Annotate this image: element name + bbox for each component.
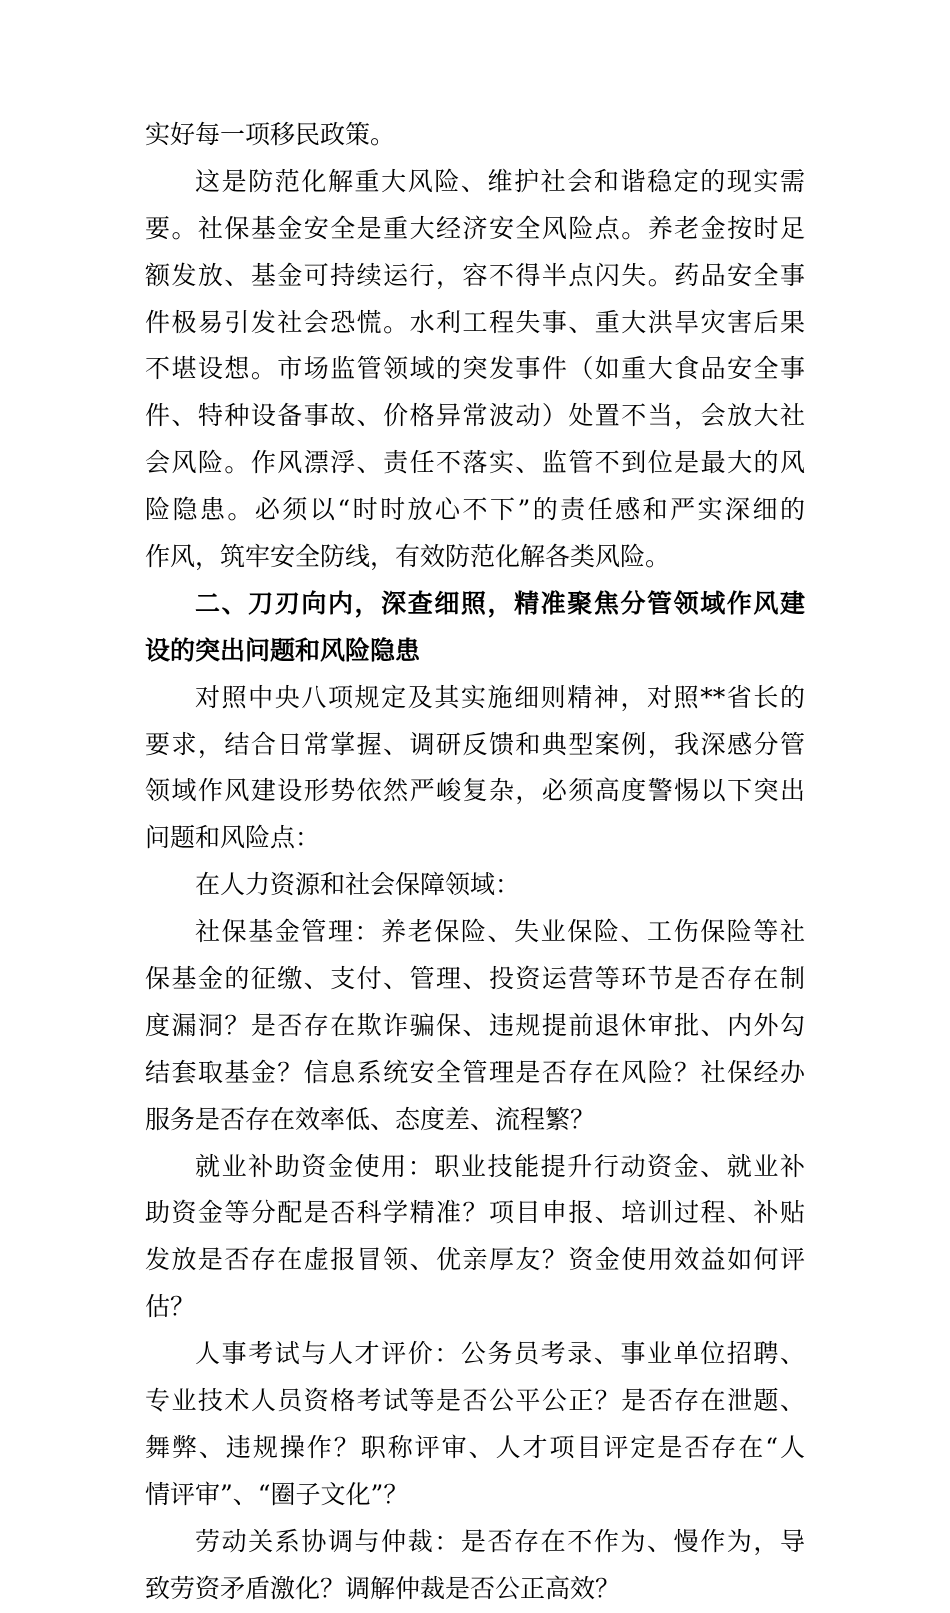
document-page [145, 112, 805, 1613]
paragraph-line: 服务是否存在效率低、态度差、流程繁？ [145, 1104, 596, 1134]
paragraph-line: 不堪设想。市场监管领域的突发事件（如重大食品安全事 [145, 354, 805, 384]
paragraph-line: 对照中央八项规定及其实施细则精神，对照**省长的 [195, 682, 805, 712]
paragraph-line: 专业技术人员资格考试等是否公平公正？是否存在泄题、 [145, 1386, 805, 1416]
paragraph-line: 实好每一项移民政策。 [145, 120, 396, 149]
paragraph-line: 领域作风建设形势依然严峻复杂，必须高度警惕以下突出 [145, 776, 805, 806]
paragraph-line: 保基金的征缴、支付、管理、投资运营等环节是否存在制 [145, 964, 805, 994]
paragraph-line: 致劳资矛盾激化？调解仲裁是否公正高效？ [145, 1573, 621, 1603]
paragraph-line: 情评审”、“圈子文化”？ [145, 1479, 409, 1509]
paragraph-line: 要求，结合日常掌握、调研反馈和典型案例，我深感分管 [145, 729, 805, 759]
paragraph-line: 度漏洞？是否存在欺诈骗保、违规提前退休审批、内外勾 [145, 1010, 805, 1040]
section-heading-line: 二、刀刃向内，深查细照，精准聚焦分管领域作风建 [195, 588, 805, 618]
paragraph-line: 会风险。作风漂浮、责任不落实、监管不到位是最大的风 [145, 448, 805, 478]
paragraph-line: 助资金等分配是否科学精准？项目申报、培训过程、补贴 [145, 1198, 805, 1228]
paragraph-line: 社保基金管理：养老保险、失业保险、工伤保险等社 [195, 917, 805, 947]
paragraph-line: 额发放、基金可持续运行，容不得半点闪失。药品安全事 [145, 260, 805, 290]
paragraph-line: 发放是否存在虚报冒领、优亲厚友？资金使用效益如何评 [145, 1245, 805, 1275]
paragraph-line: 人事考试与人才评价：公务员考录、事业单位招聘、 [195, 1339, 805, 1369]
paragraph-line: 结套取基金？信息系统安全管理是否存在风险？社保经办 [145, 1057, 805, 1087]
paragraph-line: 问题和风险点： [145, 823, 321, 853]
paragraph-line: 作风，筑牢安全防线，有效防范化解各类风险。 [145, 542, 671, 572]
paragraph-line: 这是防范化解重大风险、维护社会和谐稳定的现实需 [195, 166, 805, 196]
paragraph-line: 在人力资源和社会保障领域： [195, 870, 521, 900]
paragraph-line: 险隐患。必须以“时时放心不下”的责任感和严实深细的 [145, 495, 805, 525]
section-heading-line: 设的突出问题和风险隐患 [145, 635, 421, 665]
paragraph-line: 劳动关系协调与仲裁：是否存在不作为、慢作为，导 [195, 1526, 805, 1556]
paragraph-line: 要。社保基金安全是重大经济安全风险点。养老金按时足 [145, 213, 805, 243]
paragraph-line: 就业补助资金使用：职业技能提升行动资金、就业补 [195, 1151, 805, 1181]
paragraph-line: 估？ [145, 1292, 196, 1322]
paragraph-line: 舞弊、违规操作？职称评审、人才项目评定是否存在“人 [145, 1432, 805, 1462]
paragraph-line: 件极易引发社会恐慌。水利工程失事、重大洪旱灾害后果 [145, 307, 805, 337]
paragraph-line: 件、特种设备事故、价格异常波动）处置不当，会放大社 [145, 401, 805, 431]
